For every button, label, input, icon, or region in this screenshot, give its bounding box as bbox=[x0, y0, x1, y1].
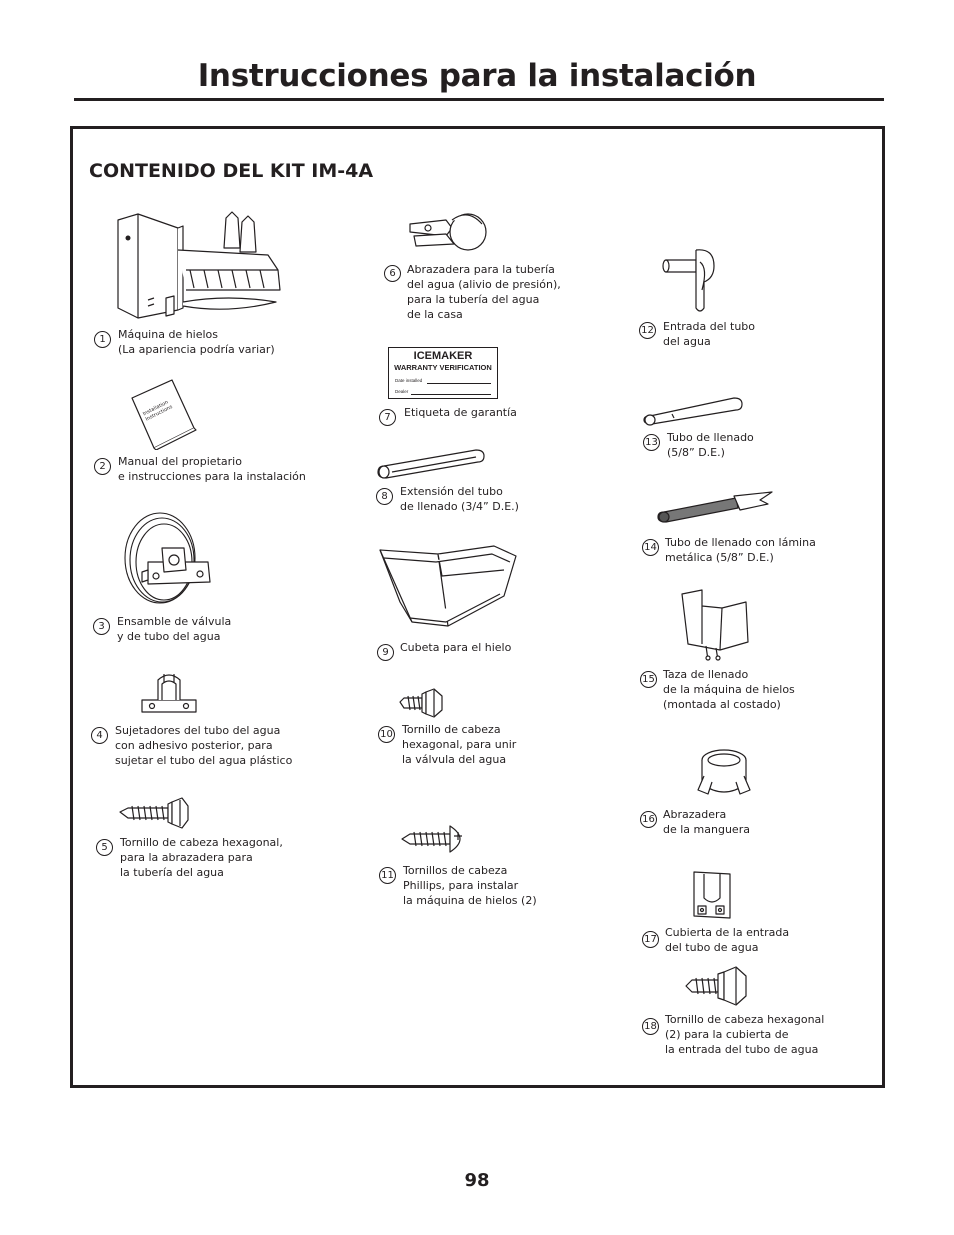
pipe-clamp-icon bbox=[406, 212, 490, 252]
manual-cover-text: Installation Instructions bbox=[142, 399, 174, 423]
ice-bucket-icon bbox=[376, 536, 520, 630]
item-caption-5: Tornillo de cabeza hexagonal, para la abrazadera para la tubería del agua bbox=[120, 836, 283, 879]
item-number-2: 2 bbox=[94, 458, 111, 475]
warranty-dealer-rule bbox=[411, 394, 491, 395]
item-number-17: 17 bbox=[642, 931, 659, 948]
item-caption-3: Ensamble de válvula y de tubo del agua bbox=[117, 615, 232, 643]
phillips-screw-icon bbox=[400, 822, 470, 856]
item-caption-13: Tubo de llenado (5/8” D.E.) bbox=[667, 431, 754, 459]
foil-fill-tube-icon bbox=[656, 488, 774, 526]
item-caption-7: Etiqueta de garantía bbox=[404, 406, 517, 419]
warranty-date-label: Date installed bbox=[395, 378, 423, 383]
item-caption-2: Manual del propietario e instrucciones para la instalación bbox=[118, 455, 306, 483]
title-rule bbox=[74, 98, 884, 101]
item-caption-4: Sujetadores del tubo del agua con adhesivo posterior, para sujetar el tubo del agua plástico bbox=[115, 724, 293, 767]
item-number-6: 6 bbox=[384, 265, 401, 282]
item-number-1: 1 bbox=[94, 331, 111, 348]
item-caption-16: Abrazadera de la manguera bbox=[663, 808, 750, 836]
item-caption-8: Extensión del tubo de llenado (3/4” D.E.) bbox=[400, 485, 519, 513]
water-inlet-icon bbox=[662, 242, 722, 314]
item-caption-9: Cubeta para el hielo bbox=[400, 641, 512, 654]
item-caption-14: Tubo de llenado con lámina metálica (5/8” D.E.) bbox=[665, 536, 816, 564]
item-number-13: 13 bbox=[643, 434, 660, 451]
warranty-date-rule bbox=[427, 383, 491, 384]
warranty-label-icon bbox=[388, 347, 498, 399]
item-number-3: 3 bbox=[93, 618, 110, 635]
item-number-18: 18 bbox=[642, 1018, 659, 1035]
page-number: 98 bbox=[464, 1170, 490, 1191]
warranty-dealer-label: Dealer bbox=[395, 389, 409, 394]
item-number-4: 4 bbox=[91, 727, 108, 744]
item-caption-15: Taza de llenado de la máquina de hielos (montada al costado) bbox=[663, 668, 795, 711]
valve-assembly-icon bbox=[118, 512, 218, 610]
item-number-7: 7 bbox=[379, 409, 396, 426]
item-number-15: 15 bbox=[640, 671, 657, 688]
item-caption-11: Tornillos de cabeza Phillips, para instalar la máquina de hielos (2) bbox=[403, 864, 537, 907]
page-title: Instrucciones para la instalación bbox=[197, 58, 757, 94]
item-number-8: 8 bbox=[376, 488, 393, 505]
hose-clamp-icon bbox=[694, 744, 754, 804]
kit-heading: CONTENIDO DEL KIT IM-4A bbox=[89, 160, 374, 182]
tube-clamp-icon bbox=[140, 670, 198, 716]
item-number-10: 10 bbox=[378, 726, 395, 743]
item-number-5: 5 bbox=[96, 839, 113, 856]
fill-tube-extension-icon bbox=[376, 446, 488, 482]
warranty-label-title: ICEMAKER bbox=[413, 350, 473, 362]
item-caption-1: Máquina de hielos (La apariencia podría variar) bbox=[118, 328, 275, 356]
icemaker-icon bbox=[108, 210, 284, 322]
fill-tube-icon bbox=[642, 392, 744, 426]
item-caption-10: Tornillo de cabeza hexagonal, para unir la válvula del agua bbox=[402, 723, 517, 766]
hex-screw-icon bbox=[398, 688, 444, 718]
item-caption-12: Entrada del tubo del agua bbox=[663, 320, 756, 348]
hex-screw-icon bbox=[684, 966, 748, 1006]
item-number-12: 12 bbox=[639, 322, 656, 339]
warranty-label-subtitle: WARRANTY VERIFICATION bbox=[394, 363, 492, 372]
item-number-16: 16 bbox=[640, 811, 657, 828]
item-caption-6: Abrazadera para la tubería del agua (alivio de presión), para la tubería del agua de la casa bbox=[407, 263, 561, 321]
fill-cup-icon bbox=[676, 588, 752, 664]
inlet-cover-icon bbox=[690, 870, 736, 922]
hex-screw-icon bbox=[118, 796, 190, 830]
item-number-11: 11 bbox=[379, 867, 396, 884]
item-number-14: 14 bbox=[642, 539, 659, 556]
item-number-9: 9 bbox=[377, 644, 394, 661]
item-caption-18: Tornillo de cabeza hexagonal (2) para la cubierta de la entrada del tubo de agua bbox=[665, 1013, 825, 1056]
item-caption-17: Cubierta de la entrada del tubo de agua bbox=[665, 926, 790, 954]
